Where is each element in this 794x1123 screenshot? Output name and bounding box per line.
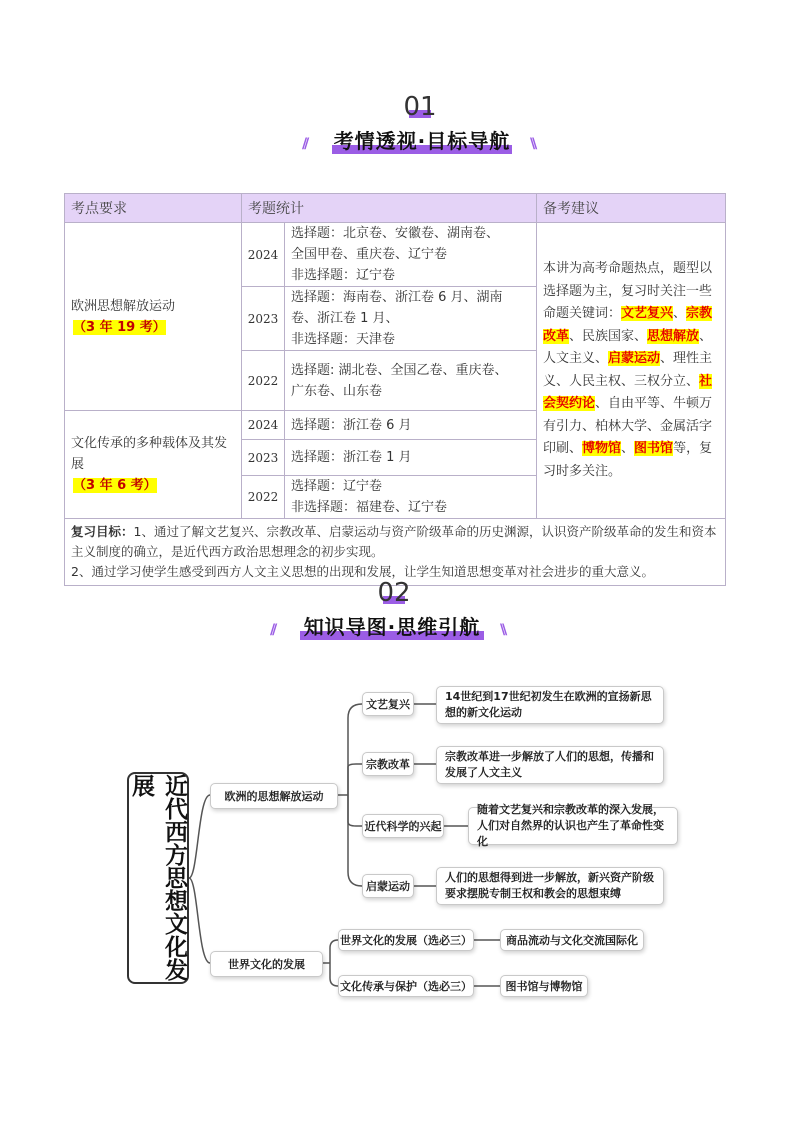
branch-world-culture [210, 951, 323, 977]
sub-enlightenment [362, 874, 414, 898]
sub-label: 文艺复兴 [366, 698, 410, 711]
section-title-text: 考情透视·目标导航 [333, 129, 511, 153]
stat-line: 卷、浙江卷 1 月、 [291, 311, 399, 326]
year-cell: 2024 [242, 411, 285, 440]
branch-label: 欧洲的思想解放运动 [224, 790, 324, 803]
desc-text: 人们的思想得到进一步解放，新兴资产阶级要求摆脱专制王权和教会的思想束缚 [445, 871, 654, 900]
header-statistics: 考题统计 [242, 194, 537, 223]
stat-line: 广东卷、山东卷 [291, 383, 383, 399]
header-advice: 备考建议 [537, 194, 726, 223]
sub-label: 启蒙运动 [366, 880, 410, 893]
sub-world-culture [338, 929, 474, 951]
root-label: 近代西方思想文化发展 [128, 774, 187, 981]
section-number-text: 02 [377, 578, 411, 608]
stat-line: 选择题：辽宁卷 [291, 479, 383, 494]
advice-text: 、民族国家、 [569, 328, 648, 344]
goal-line-1: 1、通过了解文艺复兴、宗教改革、启蒙运动与资产阶级革命的历史渊源，认识资产阶级革命的发生和资本主义制度的确立，是近代西方政治思想理念的初步实现。 [71, 524, 717, 559]
topic-count-text: （3 年 6 考） [73, 478, 157, 493]
goal-line-2: 2、通过学习使学生感受到西方人文主义思想的出现和发展，让学生知道思想变革对社会进步的重大意义。 [71, 564, 654, 579]
advice-text: 等，复习时多关注。 [543, 441, 713, 479]
desc-text: 14世纪到17世纪初发生在欧洲的宣扬新思想的新文化运动 [445, 690, 652, 719]
sub-heritage [338, 975, 474, 997]
mindmap-root [127, 772, 189, 984]
sub-renaissance [362, 692, 414, 716]
topic-name: 文化传承的多种载体及其发展 [71, 436, 228, 472]
slash-decoration-left: // [270, 622, 275, 638]
stat-line: 非选择题：福建卷、辽宁卷 [291, 500, 448, 515]
desc-text: 宗教改革进一步解放了人们的思想，传播和发展了人文主义 [445, 750, 654, 779]
slash-decoration-right: \\ [530, 136, 535, 152]
year-cell: 2022 [242, 351, 285, 411]
stat-line: 选择题: 湖北卷、全国乙卷、重庆卷、 [291, 362, 508, 378]
desc-library-museum [500, 975, 588, 997]
desc-renaissance [436, 686, 664, 724]
topic-name: 欧洲思想解放运动 [71, 298, 176, 314]
keyword-highlight: 宗教改革 [543, 306, 713, 344]
stat-line: 选择题：海南卷、浙江卷 6 月、湖南 [291, 290, 503, 305]
advice-text: 本讲为高考命题热点，题型以选择题为主，复习时关注一些命题关键词： [543, 261, 713, 321]
desc-text: 随着文艺复兴和宗教改革的深入发展，人们对自然界的认识也产生了革命性变化 [477, 803, 664, 848]
year-cell: 2022 [242, 476, 285, 519]
year-cell: 2023 [242, 440, 285, 476]
sub-label: 世界文化的发展（选必三） [340, 934, 472, 947]
header-requirement: 考点要求 [65, 194, 242, 223]
advice-text: 、 [621, 441, 635, 456]
year-cell: 2024 [242, 223, 285, 287]
advice-text: 、理性主义、人民主权、三权分立、 [543, 351, 713, 389]
section-title-text: 知识导图·思维引航 [303, 615, 481, 639]
keyword-highlight: 图书馆 [634, 441, 674, 456]
desc-enlightenment [436, 867, 664, 905]
branch-label: 世界文化的发展 [228, 958, 305, 971]
goal-label: 复习目标： [71, 524, 134, 539]
keyword-highlight: 博物馆 [582, 441, 622, 456]
stat-line: 非选择题：辽宁卷 [291, 268, 396, 283]
branch-thought-liberation [210, 783, 338, 809]
stat-line: 选择题：浙江卷 6 月 [291, 417, 412, 433]
stat-line: 选择题：浙江卷 1 月 [291, 450, 412, 465]
slash-decoration-left: // [302, 136, 307, 152]
slash-decoration-right: \\ [500, 622, 505, 638]
keyword-highlight: 社会契约论 [543, 373, 713, 411]
advice-text: 、人文主义、 [543, 328, 713, 366]
topic-count-text: （3 年 19 考） [73, 319, 166, 335]
keyword-highlight: 思想解放 [647, 328, 700, 344]
advice-text: 、自由平等、牛顿万有引力、柏林大学、金属活字印刷、 [543, 396, 713, 456]
desc-reformation [436, 746, 664, 784]
sub-label: 近代科学的兴起 [364, 820, 442, 833]
stat-line: 全国甲卷、重庆卷、辽宁卷 [291, 247, 448, 262]
desc-text: 图书馆与博物馆 [505, 980, 583, 993]
desc-commodity-exchange [500, 929, 644, 951]
stat-line: 非选择题：天津卷 [291, 332, 396, 347]
keyword-highlight: 启蒙运动 [608, 351, 661, 366]
sub-label: 宗教改革 [366, 758, 410, 771]
sub-reformation [362, 752, 414, 776]
keyword-highlight: 文艺复兴 [621, 306, 674, 321]
year-cell: 2023 [242, 287, 285, 351]
sub-science [362, 814, 444, 838]
desc-text: 商品流动与文化交流国际化 [506, 934, 638, 947]
sub-label: 文化传承与保护（选必三） [340, 980, 472, 993]
stat-line: 选择题：北京卷、安徽卷、湖南卷、 [291, 226, 500, 241]
desc-science [468, 803, 678, 848]
advice-text: 、 [673, 306, 687, 321]
section-number-text: 01 [403, 92, 437, 122]
